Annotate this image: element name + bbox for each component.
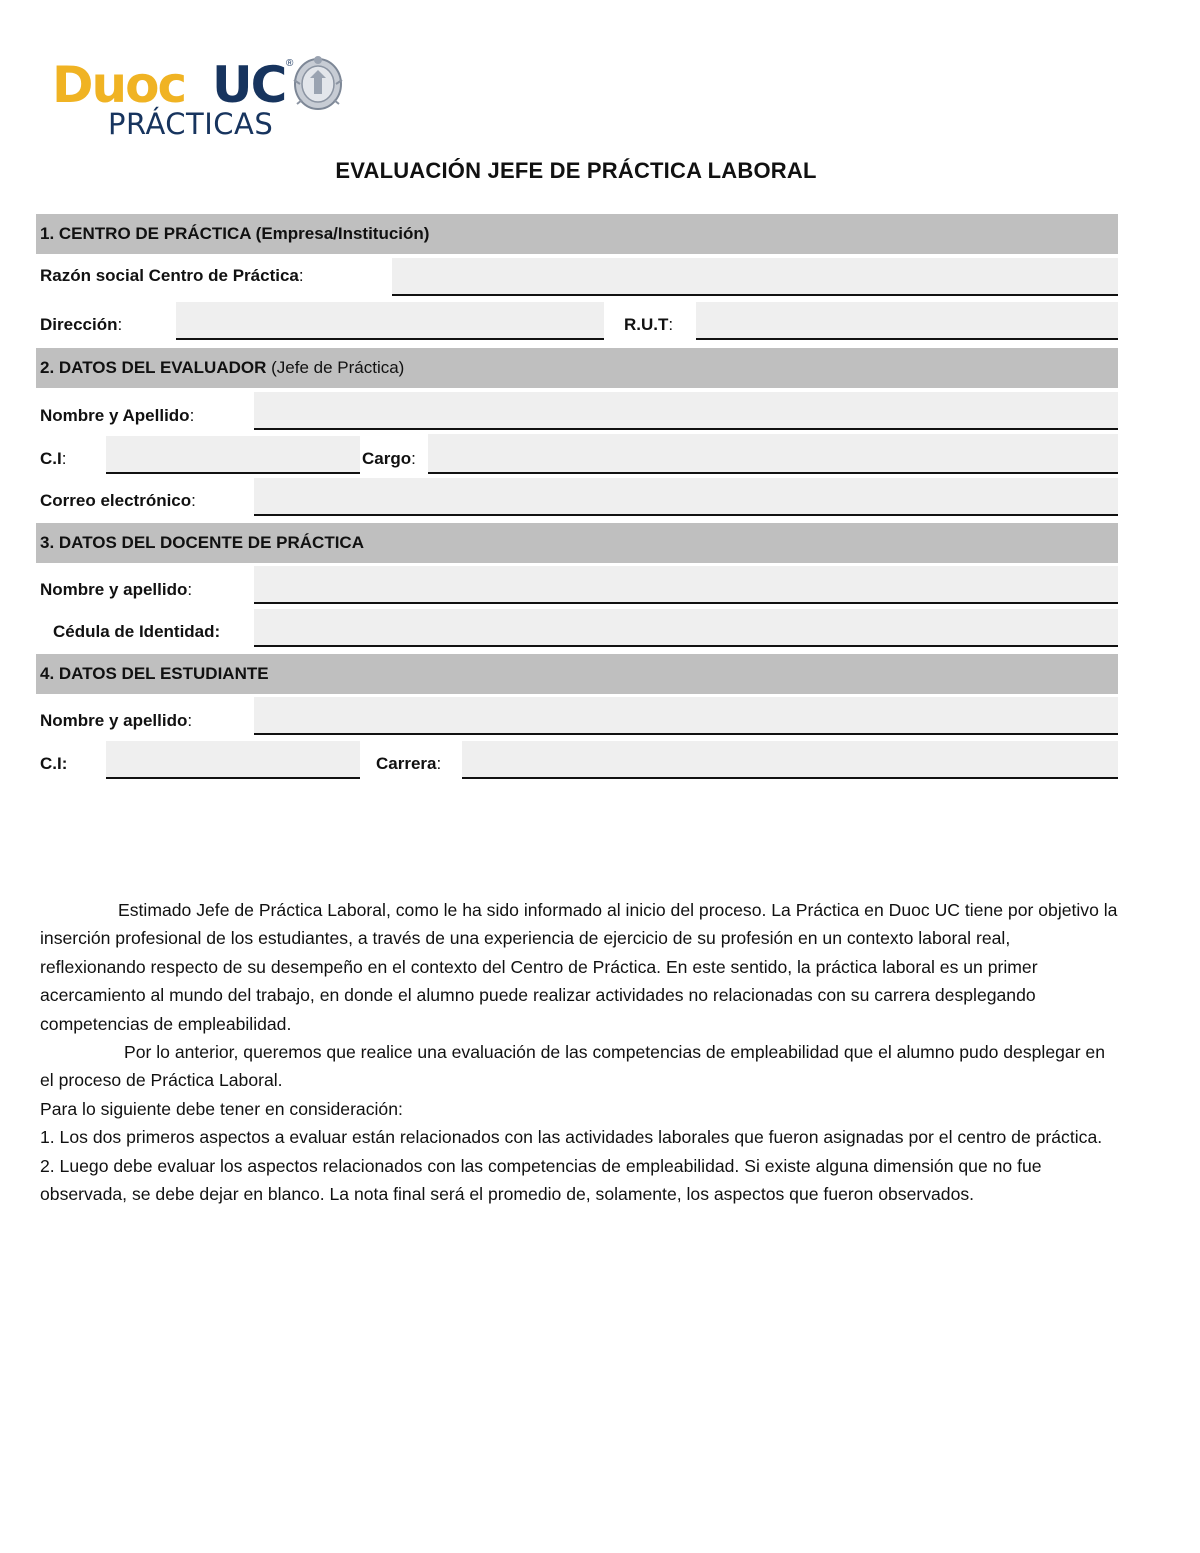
- section-docente-header: [36, 523, 1118, 563]
- estudiante-nombre-field[interactable]: [254, 697, 1118, 735]
- correo-label: Correo electrónico:: [40, 491, 196, 510]
- estudiante-nombre-label: Nombre y apellido:: [40, 711, 193, 730]
- intro-item-1: 1. Los dos primeros aspectos a evaluar están relacionados con las actividades laborales que fueron asignadas por el centro de práctica.: [40, 1127, 1103, 1148]
- cargo-field[interactable]: [428, 434, 1118, 474]
- section-centro-header: [36, 214, 1118, 254]
- section-evaluador-header: [36, 348, 1118, 388]
- direccion-field[interactable]: [176, 302, 604, 340]
- docente-cedula-field[interactable]: [254, 609, 1118, 647]
- instructions-text: [40, 896, 1120, 1208]
- university-seal-icon: [292, 54, 344, 112]
- section-evaluador-title: 2. DATOS DEL EVALUADOR: [40, 358, 267, 377]
- section-estudiante-title: 4. DATOS DEL ESTUDIANTE: [40, 664, 269, 683]
- rut-field[interactable]: [696, 302, 1118, 340]
- docente-nombre-label: Nombre y apellido:: [40, 580, 193, 599]
- logo-uc-text: UC: [212, 56, 286, 114]
- intro-paragraph-3: Para lo siguiente debe tener en consideración:: [40, 1098, 403, 1119]
- section-evaluador-note: (Jefe de Práctica): [271, 358, 405, 377]
- direccion-label: Dirección:: [40, 315, 123, 334]
- docente-cedula-label: Cédula de Identidad:: [53, 622, 221, 641]
- intro-paragraph-1: Estimado Jefe de Práctica Laboral, como le ha sido informado al inicio del proceso. La Práctica en Duoc UC tiene por objetivo la inserción profesional de los estudiantes, a través de una experiencia de ejercicio de su profesión en un contexto laboral real, reflexionando respecto de su desempeño en el contexto del Centro de Práctica. En este sentido, la práctica laboral es un primer acercamiento al mundo del trabajo, en donde el alumno puede realizar actividades no relacionadas con su carrera desplegando competencias de empleabilidad.: [40, 900, 1118, 1034]
- evaluador-nombre-field[interactable]: [254, 392, 1118, 430]
- logo-registered-mark: ®: [286, 58, 294, 69]
- correo-field[interactable]: [254, 478, 1118, 516]
- intro-item-2: 2. Luego debe evaluar los aspectos relacionados con las competencias de empleabilidad. Si existe alguna dimensión que no fue observada, se debe dejar en blanco. La nota final será el promedio de, solamente, los aspectos que fueron observados.: [40, 1155, 1042, 1205]
- rut-label: R.U.T:: [624, 315, 674, 334]
- section-centro-title: 1. CENTRO DE PRÁCTICA (Empresa/Institución): [40, 224, 430, 243]
- razon-social-field[interactable]: [392, 258, 1118, 296]
- evaluador-nombre-label: Nombre y Apellido:: [40, 406, 195, 425]
- cargo-label: Cargo:: [362, 449, 416, 468]
- evaluador-ci-field[interactable]: [106, 436, 360, 474]
- duoc-uc-practicas-logo: [52, 52, 352, 144]
- carrera-field[interactable]: [462, 741, 1118, 779]
- estudiante-ci-field[interactable]: [106, 741, 360, 779]
- logo-duoc-text: Duoc: [52, 56, 186, 114]
- estudiante-ci-label: C.I:: [40, 754, 68, 773]
- document-title: EVALUACIÓN JEFE DE PRÁCTICA LABORAL: [335, 158, 817, 183]
- razon-social-label: Razón social Centro de Práctica:: [40, 266, 304, 285]
- carrera-label: Carrera:: [376, 754, 442, 773]
- intro-paragraph-2: Por lo anterior, queremos que realice una evaluación de las competencias de empleabilidad que el alumno pudo desplegar en el proceso de Práctica Laboral.: [40, 1042, 1106, 1091]
- logo-practicas-text: PRÁCTICAS: [108, 107, 274, 141]
- section-docente-title: 3. DATOS DEL DOCENTE DE PRÁCTICA: [40, 533, 364, 552]
- docente-nombre-field[interactable]: [254, 566, 1118, 604]
- evaluador-ci-label: C.I:: [40, 449, 67, 468]
- section-estudiante-header: [36, 654, 1118, 694]
